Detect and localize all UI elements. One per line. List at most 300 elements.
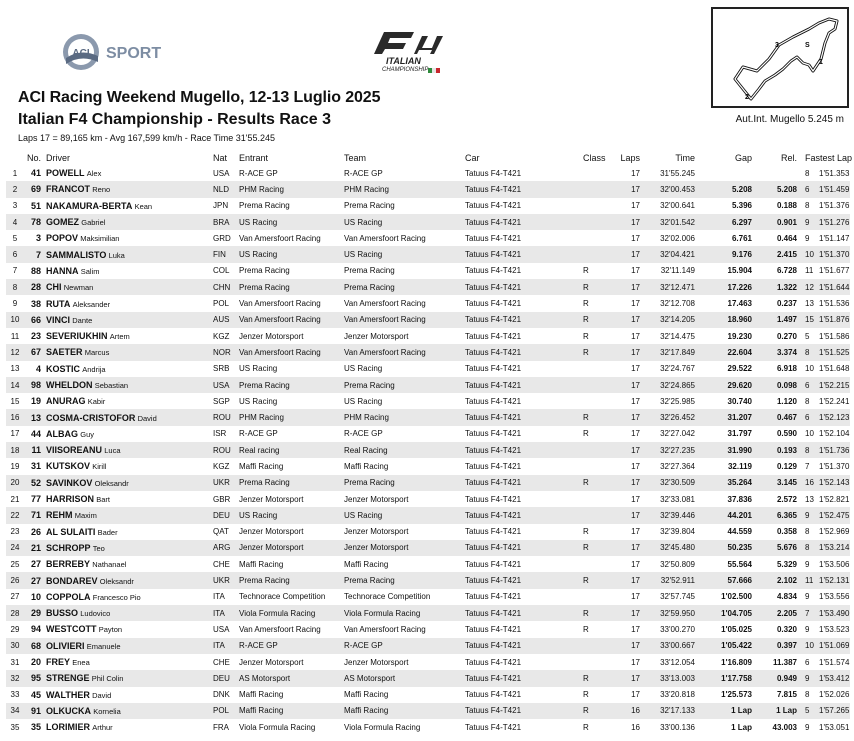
table-row [6,165,850,181]
cell-entrant: R-ACE GP [239,429,278,439]
driver-firstname: Artem [109,332,130,342]
cell-fastest-lap [797,442,850,458]
table-row [6,687,850,703]
cell-pos: 21 [10,494,20,504]
cell-class [581,377,613,393]
fastest-lap-time: 1'52.104 [819,429,850,439]
cell-fastest-lap [797,654,850,670]
cell-number: 19 [30,396,41,407]
fastest-lap-time: 1'52.215 [819,380,850,390]
cell-entrant: Viola Formula Racing [239,722,316,732]
cell-number: 29 [24,605,46,621]
cell-pos: 35 [10,722,20,732]
cell-entrant: Jenzer Motorsport [239,527,304,537]
fastest-lap-number: 9 [805,722,810,732]
fastest-lap-number: 5 [805,706,810,716]
cell-team: Prema Racing [344,279,465,295]
cell-gap: 9.176 [695,246,752,262]
col-no: No. [26,152,41,163]
cell-number: 31 [30,461,41,472]
cell-pos: 20 [6,475,24,491]
cell-nat: ROU [213,442,239,458]
cell-entrant: US Racing [239,396,278,406]
cell-class [581,442,613,458]
cell-class: R [583,690,589,700]
cell-team: US Racing [344,396,383,406]
driver-firstname: Dante [72,315,93,325]
cell-nat: UKR [213,572,239,588]
cell-entrant: Maffi Racing [239,559,284,569]
cell-time: 32'39.804 [660,527,695,537]
cell-team: Prema Racing [344,377,465,393]
cell-fastest-lap [797,312,850,328]
cell-class [581,361,613,377]
cell-fastest-lap [797,556,850,572]
cell-nat: USA [213,377,239,393]
cell-entrant: Prema Racing [239,475,344,491]
cell-pos: 13 [10,364,20,374]
table-row [6,409,850,425]
cell-nat: DNK [213,690,230,700]
cell-fastest-lap [797,181,850,197]
cell-rel: 0.397 [752,638,797,654]
cell-team: R-ACE GP [344,429,383,439]
cell-pos: 18 [6,442,24,458]
driver-surname: RUTA [46,298,71,309]
cell-pos: 33 [10,690,20,700]
fastest-lap-time: 1'52.123 [819,413,850,423]
cell-rel: 5.676 [752,540,797,556]
cell-pos: 15 [10,396,20,406]
cell-driver [46,703,213,719]
fastest-lap-number: 6 [805,413,810,423]
driver-surname: COPPOLA [46,591,91,602]
driver-surname: ANURAG [46,396,86,407]
cell-pos: 6 [6,246,24,262]
cell-team: Real Racing [344,442,465,458]
table-row [6,263,850,279]
cell-fastest-lap [797,393,850,409]
driver-surname: VINCI [46,314,71,325]
cell-entrant: Van Amersfoort Racing [239,233,321,243]
cell-gap: 5.396 [731,201,752,211]
fastest-lap-time: 1'51.648 [819,364,850,374]
cell-class [581,458,613,474]
cell-class [581,638,613,654]
cell-rel: 1.497 [752,312,797,328]
cell-laps: 17 [613,507,643,523]
cell-entrant: PHM Racing [239,181,344,197]
cell-time: 32'45.480 [643,540,695,556]
cell-class [581,654,613,670]
driver-firstname: Salim [80,266,100,276]
table-row [6,507,850,523]
cell-class: R [581,409,613,425]
cell-rel: 4.834 [776,592,797,602]
cell-number: 38 [30,298,41,309]
cell-time: 32'14.475 [660,331,695,341]
fastest-lap-number: 9 [805,624,810,634]
cell-car: Tatuus F4-T421 [465,331,522,341]
cell-pos: 12 [6,344,24,360]
fastest-lap-number: 6 [805,657,810,667]
fastest-lap-time: 1'51.677 [819,266,850,276]
cell-fastest-lap [797,230,850,246]
table-row [6,214,850,230]
cell-driver [46,361,213,377]
cell-time: 32'52.911 [643,572,695,588]
driver-surname: WESTCOTT [46,624,97,635]
cell-class: R [581,312,613,328]
cell-time: 32'27.042 [660,429,695,439]
cell-rel: 6.728 [776,266,797,276]
cell-number: 20 [30,657,41,668]
cell-car: Tatuus F4-T421 [465,475,581,491]
table-row [6,605,850,621]
cell-time: 32'00.641 [660,201,695,211]
cell-team: US Racing [344,214,465,230]
driver-surname: OLIVIERI [46,640,85,651]
cell-class: R [583,722,589,732]
cell-class: R [581,572,613,588]
table-row [6,377,850,393]
cell-gap: 1'05.025 [721,624,752,634]
cell-pos: 29 [10,624,20,634]
cell-class: R [581,670,613,686]
driver-firstname: David [137,413,157,423]
cell-nat: DEU [213,507,239,523]
cell-team: Prema Racing [344,572,465,588]
fastest-lap-number: 10 [805,250,814,260]
results-table [6,150,853,735]
cell-number: 67 [24,344,46,360]
cell-fastest-lap [797,344,850,360]
cell-car: Tatuus F4-T421 [465,266,522,276]
table-row [6,328,850,344]
cell-car: Tatuus F4-T421 [465,201,522,211]
cell-rel: 1.120 [776,396,797,406]
cell-team: Prema Racing [344,201,395,211]
fastest-lap-number: 8 [805,527,810,537]
driver-firstname: Nathanael [92,560,127,570]
cell-laps: 17 [613,279,643,295]
cell-driver [46,328,213,344]
cell-nat: POL [213,703,239,719]
table-row [6,246,850,262]
cell-fastest-lap [797,524,850,540]
driver-firstname: Marcus [84,348,110,358]
cell-pos: 19 [10,461,20,471]
driver-firstname: Enea [72,658,90,668]
fastest-lap-time: 1'52.143 [819,478,850,488]
cell-rel: 0.098 [752,377,797,393]
cell-laps: 17 [613,312,643,328]
cell-car: Tatuus F4-T421 [465,494,522,504]
cell-rel: 6.365 [752,507,797,523]
cell-pos: 31 [10,657,20,667]
fastest-lap-number: 7 [805,608,810,618]
cell-rel: 2.572 [776,494,797,504]
cell-driver [46,377,213,393]
driver-surname: WHELDON [46,380,93,390]
driver-surname: NAKAMURA-BERTA [46,200,133,211]
cell-car: Tatuus F4-T421 [465,279,581,295]
cell-rel: 6.918 [776,364,797,374]
driver-firstname: Arthur [92,723,113,733]
table-row [6,491,850,507]
cell-rel: 1 Lap [752,703,797,719]
cell-driver [46,393,213,409]
cell-rel: 0.901 [752,214,797,230]
cell-fastest-lap [797,719,850,735]
driver-firstname: Maksimilian [80,234,120,244]
circuit-name: Aut.Int. Mugello 5.245 m [735,114,844,125]
cell-entrant: Jenzer Motorsport [239,657,304,667]
cell-number: 7 [24,246,46,262]
driver-surname: COSMA-CRISTOFOR [46,412,136,423]
cell-car: Tatuus F4-T421 [465,540,581,556]
cell-laps: 17 [631,233,640,243]
cell-laps: 17 [631,527,640,537]
svg-text:CHAMPIONSHIP: CHAMPIONSHIP [382,67,429,73]
cell-time: 32'04.421 [643,246,695,262]
cell-nat: UKR [213,475,239,491]
cell-car: Tatuus F4-T421 [465,624,522,634]
cell-entrant: Jenzer Motorsport [239,540,344,556]
cell-pos: 17 [10,429,20,439]
cell-team: Van Amersfoort Racing [344,233,426,243]
cell-gap: 15.904 [727,266,752,276]
cell-car: Tatuus F4-T421 [465,344,581,360]
cell-team: US Racing [344,507,465,523]
cell-nat: NOR [213,344,239,360]
cell-gap: 57.666 [695,572,752,588]
cell-team: R-ACE GP [344,638,465,654]
cell-car: Tatuus F4-T421 [465,214,581,230]
driver-firstname: Kornelia [93,706,121,716]
cell-time: 32'00.453 [643,181,695,197]
cell-number: 78 [24,214,46,230]
cell-pos: 16 [6,409,24,425]
cell-laps: 17 [613,214,643,230]
cell-number: 10 [30,591,41,602]
cell-entrant: Technorace Competition [239,592,326,602]
fastest-lap-number: 9 [805,233,810,243]
driver-surname: KUTSKOV [46,461,91,472]
fastest-lap-number: 11 [805,266,814,276]
driver-surname: REHM [46,510,73,521]
cell-entrant: US Racing [239,364,278,374]
driver-firstname: Aleksander [72,299,111,309]
cell-gap: 18.960 [695,312,752,328]
brand-name: SPORT [106,45,162,62]
cell-driver [46,442,213,458]
cell-rel: 2.102 [752,572,797,588]
cell-car: Tatuus F4-T421 [465,246,581,262]
cell-gap: 44.201 [695,507,752,523]
cell-class: R [583,266,589,276]
cell-pos: 34 [6,703,24,719]
cell-number: 98 [24,377,46,393]
driver-surname: KOSTIC [46,363,81,374]
fastest-lap-time: 1'51.370 [819,250,850,260]
cell-time: 32'30.509 [643,475,695,491]
driver-surname: POPOV [46,233,79,244]
cell-class: R [583,299,589,309]
cell-gap [695,165,752,181]
cell-driver [46,540,213,556]
cell-class: R [583,429,589,439]
cell-nat: POL [213,299,230,309]
table-row [6,279,850,295]
fastest-lap-time: 1'53.556 [819,592,850,602]
cell-gap: 44.559 [727,527,752,537]
cell-entrant: US Racing [239,246,344,262]
col-car: Car [465,152,480,163]
cell-number: 69 [24,181,46,197]
cell-number: 41 [30,168,41,179]
cell-rel: 2.415 [752,246,797,262]
cell-car: Tatuus F4-T421 [465,377,581,393]
table-row [6,198,850,214]
cell-pos: 3 [12,201,18,211]
fastest-lap-number: 10 [805,641,814,651]
table-row [6,540,850,556]
cell-class [581,198,613,214]
cell-number: 28 [24,279,46,295]
cell-fastest-lap [797,426,850,442]
cell-time: 32'01.542 [643,214,695,230]
table-row [6,393,850,409]
driver-firstname: Luca [104,446,121,456]
cell-nat: CHN [213,279,239,295]
fastest-lap-time: 1'52.026 [819,690,850,700]
cell-nat: SGP [213,396,230,406]
cell-gap: 29.620 [695,377,752,393]
cell-laps: 17 [631,494,640,504]
col-fastest: Fastest Lap [805,152,853,163]
cell-fastest-lap [797,621,850,637]
driver-firstname: Gabriel [81,218,106,228]
cell-rel: 5.208 [752,181,797,197]
col-class: Class [583,152,606,163]
cell-nat: JPN [213,201,229,211]
cell-entrant: Prema Racing [239,377,344,393]
table-row [6,458,850,474]
cell-nat: AUS [213,312,239,328]
cell-entrant: Maffi Racing [239,703,344,719]
cell-driver [46,230,213,246]
race-stats: Laps 17 = 89,165 km - Avg 167,599 km/h - Race Time 31'55.245 [18,133,275,143]
cell-laps: 16 [613,703,643,719]
cell-laps: 17 [631,624,640,634]
table-row [6,312,850,328]
col-time: Time [675,152,695,163]
cell-nat: COL [213,266,230,276]
cell-class [581,214,613,230]
fastest-lap-time: 1'53.051 [819,722,850,732]
cell-pos: 11 [10,331,20,341]
cell-number: 21 [24,540,46,556]
cell-laps: 17 [631,364,640,374]
table-row [6,589,850,605]
col-rel: Rel. [780,152,797,163]
cell-time: 33'20.818 [660,690,695,700]
cell-entrant: Van Amersfoort Racing [239,624,321,634]
table-row [6,295,850,311]
fastest-lap-number: 12 [805,282,814,292]
cell-car: Tatuus F4-T421 [465,605,581,621]
cell-laps: 17 [613,605,643,621]
cell-laps: 17 [613,540,643,556]
cell-nat: ITA [213,605,239,621]
cell-rel: 43.003 [772,722,797,732]
fastest-lap-time: 1'51.276 [819,217,850,227]
cell-number: 35 [30,722,41,733]
svg-text:1: 1 [819,59,823,66]
cell-driver [46,198,213,214]
driver-firstname: Alex [86,169,102,179]
table-row [6,475,850,491]
cell-number: 71 [24,507,46,523]
cell-fastest-lap [797,165,850,181]
cell-fastest-lap [797,605,850,621]
fastest-lap-number: 13 [805,299,814,309]
cell-driver [46,654,213,670]
cell-nat: FIN [213,246,239,262]
cell-rel: 0.467 [752,409,797,425]
table-row [6,572,850,588]
cell-gap: 6.761 [731,233,752,243]
cell-team: Maffi Racing [344,461,389,471]
cell-rel: 0.320 [776,624,797,634]
cell-rel: 3.145 [752,475,797,491]
cell-gap: 35.264 [695,475,752,491]
fastest-lap-time: 1'51.147 [819,233,850,243]
cell-laps: 17 [613,181,643,197]
cell-team: Van Amersfoort Racing [344,299,426,309]
fastest-lap-number: 9 [805,510,810,520]
cell-laps: 17 [631,266,640,276]
cell-time: 32'12.471 [643,279,695,295]
cell-team: PHM Racing [344,181,465,197]
cell-time: 32'17.849 [643,344,695,360]
cell-gap: 1'17.758 [695,670,752,686]
fastest-lap-number: 8 [805,543,810,553]
cell-pos: 2 [6,181,24,197]
cell-number: 95 [24,670,46,686]
cell-fastest-lap [797,458,850,474]
cell-car: Tatuus F4-T421 [465,364,522,374]
cell-gap: 30.740 [727,396,752,406]
cell-fastest-lap [797,670,850,686]
cell-entrant: R-ACE GP [239,168,278,178]
cell-team: Prema Racing [344,266,395,276]
cell-class: R [581,475,613,491]
cell-laps: 17 [631,331,640,341]
cell-class: R [581,344,613,360]
cell-nat: DEU [213,670,239,686]
cell-fastest-lap [797,279,850,295]
cell-gap: 1 Lap [731,722,752,732]
cell-gap: 17.226 [695,279,752,295]
cell-class: R [581,703,613,719]
fastest-lap-time: 1'51.644 [819,282,850,292]
track-map [711,7,849,108]
cell-rel: 7.815 [776,690,797,700]
cell-nat: QAT [213,527,229,537]
driver-surname: FRANCOT [46,184,90,195]
